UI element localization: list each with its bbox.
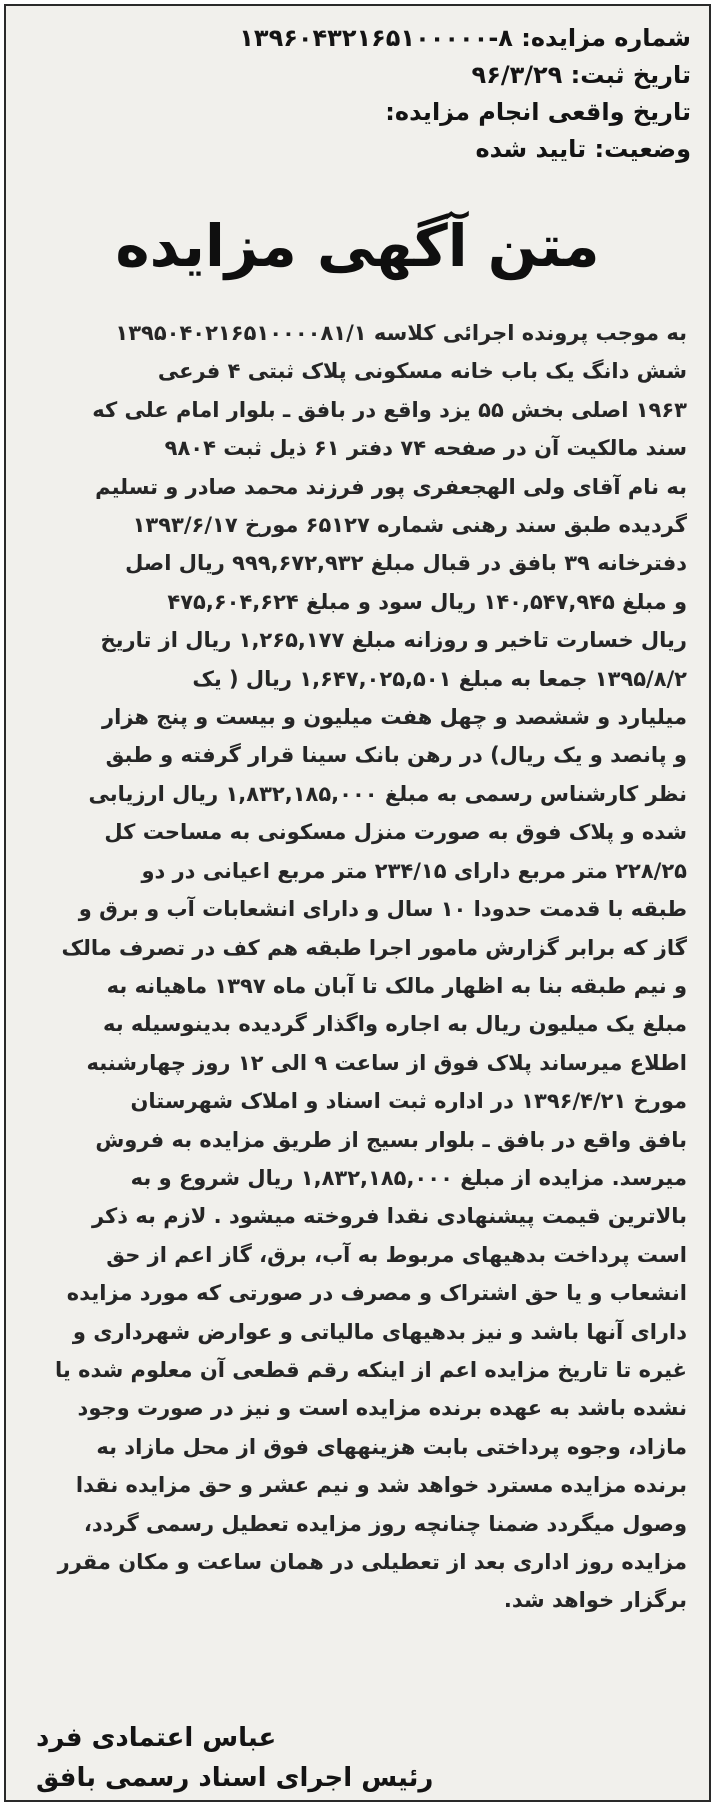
body-line: مازاد، وجوه پرداختی بابت هزینههای فوق از محل مازاد به (96, 1434, 687, 1459)
body-line: دارای آنها باشد و نیز بدهیهای مالیاتی و عوارض شهرداری و (72, 1319, 687, 1344)
body-line: ۲۲۸/۲۵ متر مربع دارای ۲۳۴/۱۵ متر مربع اعیانی در دو (141, 858, 687, 883)
body-line: دفترخانه ۳۹ بافق در قبال مبلغ ۹۹۹,۶۷۲,۹۳۲ ریال اصل (125, 551, 687, 576)
body-line: اطلاع میرساند پلاک فوق از ساعت ۹ الی ۱۲ روز چهارشنبه (86, 1050, 687, 1075)
body-line: وصول میگردد ضمنا چنانچه روز مزایده تعطیل رسمی گردد، (83, 1511, 687, 1536)
signatory-position: رئیس اجرای اسناد رسمی بافق (36, 1763, 434, 1793)
actual-auction-date: تاریخ واقعی انجام مزایده: (385, 98, 691, 126)
body-line: به نام آقای ولی الهجعفری پور فرزند محمد صادر و تسلیم (95, 474, 687, 499)
body-line: گاز که برابر گزارش مامور اجرا طبقه هم کف در تصرف مالک (61, 935, 687, 960)
body-line: برگزار خواهد شد. (503, 1588, 687, 1613)
body-line: سند مالکیت آن در صفحه ۷۴ دفتر ۶۱ ذیل ثبت ۹۸۰۴ (164, 436, 687, 461)
body-line: بالاترین قیمت پیشنهادی نقدا فروخته میشود . لازم به ذکر (91, 1204, 687, 1229)
body-line: به موجب پرونده اجرائی کلاسه ۱۳۹۵۰۴۰۲۱۶۵۱۰۰۰۰۸۱/۱ (115, 321, 687, 345)
body-line: انشعاب و یا حق اشتراک و مصرف در صورتی که مورد مزایده (66, 1281, 687, 1306)
body-line: غیره تا تاریخ مزایده اعم از اینکه رقم قطعی آن معلوم شده یا (54, 1357, 687, 1382)
body-line: مورخ ۱۳۹۶/۴/۲۱ در اداره ثبت اسناد و املاک شهرستان (130, 1089, 687, 1114)
signature-block (36, 1718, 433, 1798)
body-line: برنده مزایده مسترد خواهد شد و نیم عشر و حق مزایده نقدا (75, 1473, 687, 1498)
auction-number: شماره مزایده: ۸-۱۳۹۶۰۴۳۲۱۶۵۱۰۰۰۰۰ (239, 24, 691, 52)
body-line: شش دانگ یک باب خانه مسکونی پلاک ثبتی ۴ فرعی (157, 359, 687, 384)
body-line: است پرداخت بدهیهای مربوط به آب، برق، گاز اعم از حق (106, 1242, 687, 1267)
notice-body (28, 314, 687, 1620)
body-line: مزایده روز اداری بعد از تعطیلی در همان ساعت و مکان مقرر (57, 1550, 687, 1574)
body-line: طبقه با قدمت حدودا ۱۰ سال و دارای انشعابات آب و برق و (78, 897, 687, 922)
body-line: میرسد. مزایده از مبلغ ۱,۸۳۲,۱۸۵,۰۰۰ ریال شروع و به (130, 1165, 687, 1190)
body-line: و مبلغ ۱۴۰,۵۴۷,۹۴۵ ریال سود و مبلغ ۴۷۵,۶۰۴,۶۲۴ (167, 589, 687, 614)
body-line: مبلغ یک میلیون ریال به اجاره واگذار گردیده بدینوسیله به (102, 1012, 687, 1037)
body-line: بافق واقع در بافق ـ بلوار بسیج از طریق مزایده به فروش (95, 1127, 687, 1152)
body-line: ۱۳۹۵/۸/۲ جمعا به مبلغ ۱,۶۴۷,۰۲۵,۵۰۱ ریال ( یک (192, 666, 687, 691)
status-text: وضعیت: تایید شده (475, 135, 691, 163)
auction-notice (4, 4, 711, 1802)
body-line: ۱۹۶۳ اصلی بخش ۵۵ یزد واقع در بافق ـ بلوار امام علی که (92, 397, 687, 422)
body-line: گردیده طبق سند رهنی شماره ۶۵۱۲۷ مورخ ۱۳۹۳/۶/۱۷ (132, 513, 687, 538)
registration-date: تاریخ ثبت: ۹۶/۳/۲۹ (471, 61, 691, 89)
body-line: و پانصد و یک ریال) در رهن بانک سینا قرار گرفته و طبق (105, 743, 687, 768)
signatory-name: عباس اعتمادی فرد (36, 1723, 277, 1753)
body-line: میلیارد و ششصد و چهل هفت میلیون و بیست و پنج هزار (102, 705, 687, 730)
notice-title: متن آگهی مزایده (115, 212, 600, 280)
body-line: شده و پلاک فوق به صورت منزل مسکونی به مساحت کل (104, 820, 687, 845)
body-line: ریال خسارت تاخیر و روزانه مبلغ ۱,۲۶۵,۱۷۷ ریال از تاریخ (100, 628, 687, 653)
body-line: نشده باشد به عهده برنده مزایده است و نیز در صورت وجود (77, 1396, 687, 1421)
body-line: نظر کارشناس رسمی به مبلغ ۱,۸۳۲,۱۸۵,۰۰۰ ریال ارزیابی (88, 781, 687, 806)
notice-metadata (21, 20, 691, 168)
body-line: و نیم طبقه بنا به اظهار مالک تا آبان ماه ۱۳۹۷ ماهیانه به (106, 973, 687, 998)
